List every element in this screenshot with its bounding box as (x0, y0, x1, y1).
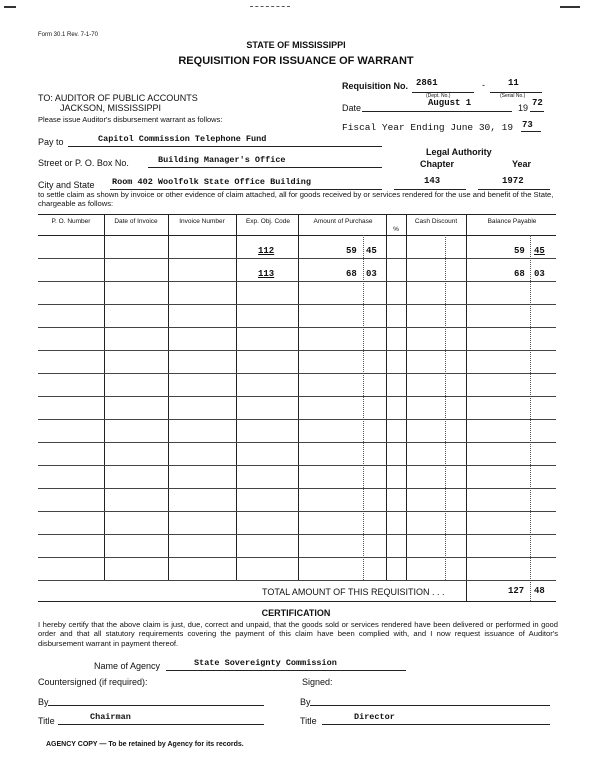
countersign-title-line (58, 724, 264, 725)
countersigned-label: Countersigned (if required): (38, 677, 148, 687)
balance-dollars-cell: 68 (514, 269, 525, 279)
agency-name-label: Name of Agency (94, 661, 161, 671)
requisition-label: Requisition No. (342, 81, 408, 91)
table-rule (38, 350, 556, 351)
fiscal-year-label: Fiscal Year Ending June 30, 19 (342, 122, 514, 133)
col-divider-5 (363, 235, 364, 580)
table-rule (38, 281, 556, 282)
city-value: Room 402 Woolfolk State Office Building (112, 177, 311, 187)
fiscal-year-line (521, 131, 541, 132)
signed-by-label: By (300, 697, 311, 707)
dept-dash: - (482, 80, 485, 90)
table-rule (38, 327, 556, 328)
agency-name-value: State Sovereignty Commission (194, 658, 337, 668)
signed-by-line (310, 705, 550, 706)
date-value: August 1 (428, 98, 472, 108)
total-label: TOTAL AMOUNT OF THIS REQUISITION . . . (262, 587, 445, 597)
form-number: Form 30.1 Rev. 7-1-70 (38, 32, 98, 38)
col-divider-6 (386, 214, 387, 580)
header-amount-of-purchase: Amount of Purchase (313, 218, 373, 225)
col-divider-8 (445, 235, 446, 580)
table-rule (38, 557, 556, 558)
countersign-by-label: By (38, 697, 49, 707)
claim-text: to settle claim as shown by invoice or other evidence of claim attached, all for goods received by or services rendered for the use and benefit of the State, chargeable as follows: (38, 190, 554, 208)
table-bottom-border (38, 601, 556, 602)
table-rule (38, 511, 556, 512)
col-divider-3 (236, 214, 237, 580)
header-po-number: P. O. Number (51, 218, 91, 225)
table-top-border (38, 214, 556, 215)
total-dollars: 127 (508, 586, 525, 596)
state-heading: STATE OF MISSISSIPPI (246, 40, 346, 50)
fiscal-year-value: 73 (522, 120, 533, 130)
col-divider-1 (104, 214, 105, 580)
col-divider-2 (168, 214, 169, 580)
form-title: REQUISITION FOR ISSUANCE OF WARRANT (178, 55, 414, 67)
countersign-by-line (48, 705, 264, 706)
table-rule (38, 419, 556, 420)
serial-no-value: 11 (508, 78, 519, 88)
balance-cents-cell: 45 (534, 246, 545, 256)
amount-cents-cell: 45 (366, 246, 377, 256)
date-year-value: 72 (532, 98, 543, 108)
agency-name-line (166, 670, 406, 671)
table-rule (38, 465, 556, 466)
signed-label: Signed: (302, 677, 333, 687)
exp-code-cell: 112 (258, 246, 275, 256)
signed-title-line (322, 724, 550, 725)
year-label: Year (512, 159, 532, 169)
pay-to-line (68, 146, 382, 147)
to-line1: TO: AUDITOR OF PUBLIC ACCOUNTS (38, 93, 198, 103)
table-rule (38, 373, 556, 374)
table-rule (38, 534, 556, 535)
city-label: City and State (38, 180, 95, 190)
pay-to-value: Capitol Commission Telephone Fund (98, 134, 267, 144)
serial-caption: (Serial No.) (500, 93, 526, 99)
street-line (148, 167, 382, 168)
to-line3: Please issue Auditor's disbursement warrant as follows: (38, 115, 223, 124)
certification-text: I hereby certify that the above claim is just, due, correct and unpaid, that the goods sold or services rendered have been delivered or performed in good order and that all statutory requirements covering the payment of this claim have been complied with, and I now request issuance of Auditor's disbursement warrant in payment thereof. (38, 620, 558, 648)
total-cents: 48 (534, 586, 545, 596)
header-date-of-invoice: Date of Invoice (114, 218, 158, 225)
signed-title-value: Director (354, 712, 395, 722)
street-label: Street or P. O. Box No. (38, 158, 129, 168)
table-rule (38, 396, 556, 397)
header-cash-discount: Cash Discount (414, 218, 458, 225)
table-rule (38, 442, 556, 443)
balance-dollars-cell: 59 (514, 246, 525, 256)
exp-code-cell: 113 (258, 269, 275, 279)
amount-dollars-cell: 68 (346, 269, 357, 279)
col-divider-7 (406, 214, 407, 580)
header-invoice-number: Invoice Number (179, 218, 225, 225)
chapter-value: 143 (424, 176, 441, 186)
table-rule (38, 488, 556, 489)
certification-title: CERTIFICATION (261, 608, 331, 618)
countersign-title-label: Title (38, 716, 55, 726)
street-value: Building Manager's Office (158, 155, 286, 165)
table-rule (38, 258, 556, 259)
col-divider-4 (298, 214, 299, 580)
date-year-prefix: 19 (518, 103, 529, 113)
date-label: Date (342, 103, 362, 113)
col-divider-9 (466, 214, 467, 601)
countersign-title-value: Chairman (90, 712, 131, 722)
amount-cents-cell: 03 (366, 269, 377, 279)
top-mark-right (560, 6, 580, 8)
date-year-line (530, 111, 544, 112)
agency-copy-footer: AGENCY COPY — To be retained by Agency for its records. (46, 741, 244, 748)
table-header-border (38, 235, 556, 236)
date-line (362, 111, 512, 112)
top-mark-left (4, 6, 16, 8)
signed-title-label: Title (300, 716, 317, 726)
pay-to-label: Pay to (38, 137, 64, 147)
dept-no-value: 2861 (416, 78, 438, 88)
legal-authority-title: Legal Authority (426, 147, 492, 157)
to-line2: JACKSON, MISSISSIPPI (60, 103, 162, 113)
amount-dollars-cell: 59 (346, 246, 357, 256)
chapter-label: Chapter (420, 159, 455, 169)
dept-caption: (Dept. No.) (426, 93, 451, 99)
top-mark-center (250, 6, 290, 7)
balance-cents-cell: 03 (534, 269, 545, 279)
header-balance-payable: Balance Payable (487, 218, 537, 225)
table-rule (38, 580, 556, 581)
header-percent: % (393, 226, 399, 233)
table-rule (38, 304, 556, 305)
col-divider-10 (530, 235, 531, 601)
header-exp-obj-code: Exp. Obj. Code (245, 218, 291, 225)
authority-year-value: 1972 (502, 176, 524, 186)
